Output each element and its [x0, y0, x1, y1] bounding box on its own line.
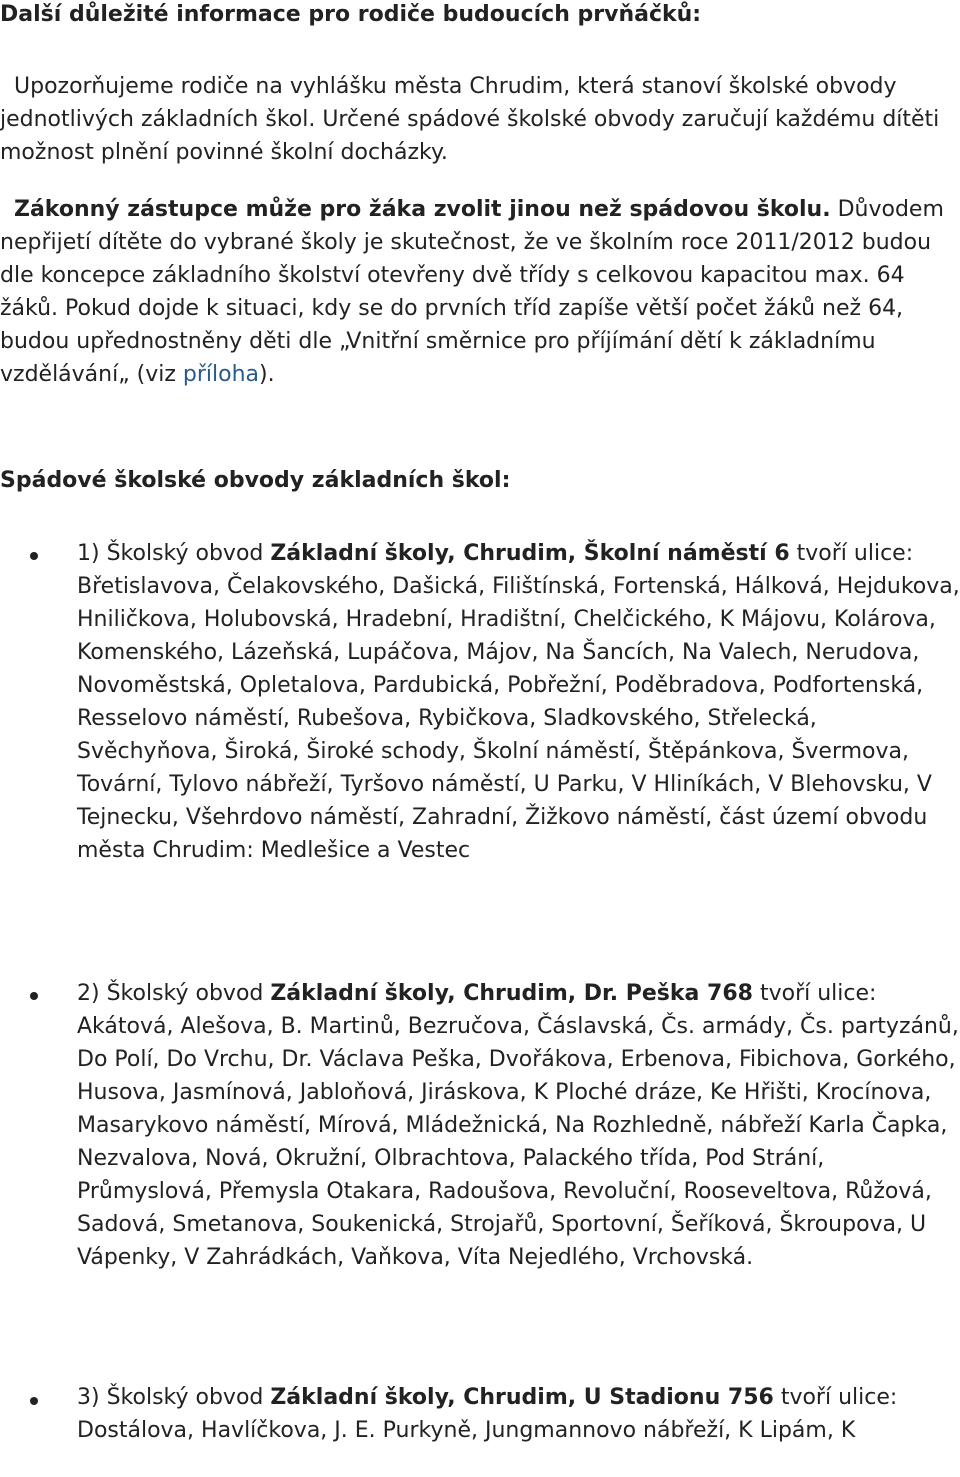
district-item-1 — [77, 537, 960, 867]
bullet-icon — [30, 552, 38, 560]
section-title: Spádové školské obvody základních škol: — [0, 468, 511, 493]
bullet-icon — [30, 992, 38, 1000]
intro-paragraph — [0, 70, 960, 169]
notice-tail: ). — [259, 362, 275, 387]
attachment-link[interactable]: příloha — [182, 362, 259, 387]
intro-text: Upozorňujeme rodiče na vyhlášku města Chrudim, která stanoví školské obvody jednotlivých základních škol. Určené spádové školské obvody zaručují každému dítěti možnost plnění povinné školní docházky. — [0, 74, 940, 165]
bullet-icon — [30, 1397, 38, 1405]
district-suffix: tvoří ulice: — [789, 541, 914, 566]
district-item-2 — [77, 977, 960, 1274]
district-prefix: 3) Školský obvod — [77, 1385, 271, 1410]
notice-bold: Zákonný zástupce může pro žáka zvolit jinou než spádovou školu. — [14, 197, 831, 222]
district-item-3 — [77, 1381, 960, 1447]
district-suffix: tvoří ulice: — [773, 1385, 898, 1410]
district-school: Základní školy, Chrudim, Školní náměstí 6 — [270, 541, 790, 566]
district-prefix: 1) Školský obvod — [77, 541, 271, 566]
notice-paragraph — [0, 193, 960, 391]
district-school: Základní školy, Chrudim, Dr. Peška 768 — [270, 981, 753, 1006]
page-title: Další důležité informace pro rodiče budoucích prvňáčků: — [0, 2, 702, 27]
notice-text: Důvodem nepřijetí dítěte do vybrané školy je skutečnost, že ve školním roce 2011/2012 budou dle koncepce základního školství otevřeny dvě třídy s celkovou kapacitou max. 64 žáků. Pokud dojde k situaci, kdy se do prvních tříd zapíše větší počet žáků než 64, budou upřednostněny děti dle „Vnitřní směrnice pro příjímání dětí k základnímu vzdělávání„ (viz — [0, 197, 944, 387]
district-school: Základní školy, Chrudim, U Stadionu 756 — [270, 1385, 774, 1410]
district-prefix: 2) Školský obvod — [77, 981, 271, 1006]
district-streets: Břetislavova, Čelakovského, Dašická, Filištínská, Fortenská, Hálková, Hejdukova, Hniličkova, Holubovská, Hradební, Hradištní, Chelčického, K Májovu, Kolárova, Komenského, Lázeňská, Lupáčova, Májov, Na Šancích, Na Valech, Nerudova, Novoměstská, Opletalova, Pardubická, Pobřežní, Poděbradova, Podfortenská, Resselovo náměstí, Rubešova, Rybičkova, Sladkovského, Střelecká, Svěchyňova, Široká, Široké schody, Školní náměstí, Štěpánkova, Švermova, Tovární, Tylovo nábřeží, Tyršovo náměstí, U Parku, V Hliníkách, V Blehovsku, V Tejnecku, Všehrdovo náměstí, Zahradní, Žižkovo náměstí, část území obvodu města Chrudim: Medlešice a Vestec — [77, 574, 960, 863]
district-streets: Dostálova, Havlíčkova, J. E. Purkyně, Jungmannovo nábřeží, K Lipám, K — [77, 1418, 856, 1443]
district-streets: Akátová, Alešova, B. Martinů, Bezručova, Čáslavská, Čs. armády, Čs. partyzánů, Do Polí, Do Vrchu, Dr. Václava Peška, Dvořákova, Erbenova, Fibichova, Gorkého, Husova, Jasmínová, Jabloňová, Jiráskova, K Ploché dráze, Ke Hřišti, Krocínova, Masarykovo náměstí, Mírová, Mládežnická, Na Rozhledně, nábřeží Karla Čapka, Nezvalova, Nová, Okružní, Olbrachtova, Palackého třída, Pod Strání, Průmyslová, Přemysla Otakara, Radoušova, Revoluční, Rooseveltova, Růžová, Sadová, Smetanova, Soukenická, Strojařů, Sportovní, Šeříková, Škroupova, U Vápenky, V Zahrádkách, Vaňkova, Víta Nejedlého, Vrchovská. — [77, 1014, 959, 1270]
district-suffix: tvoří ulice: — [752, 981, 877, 1006]
